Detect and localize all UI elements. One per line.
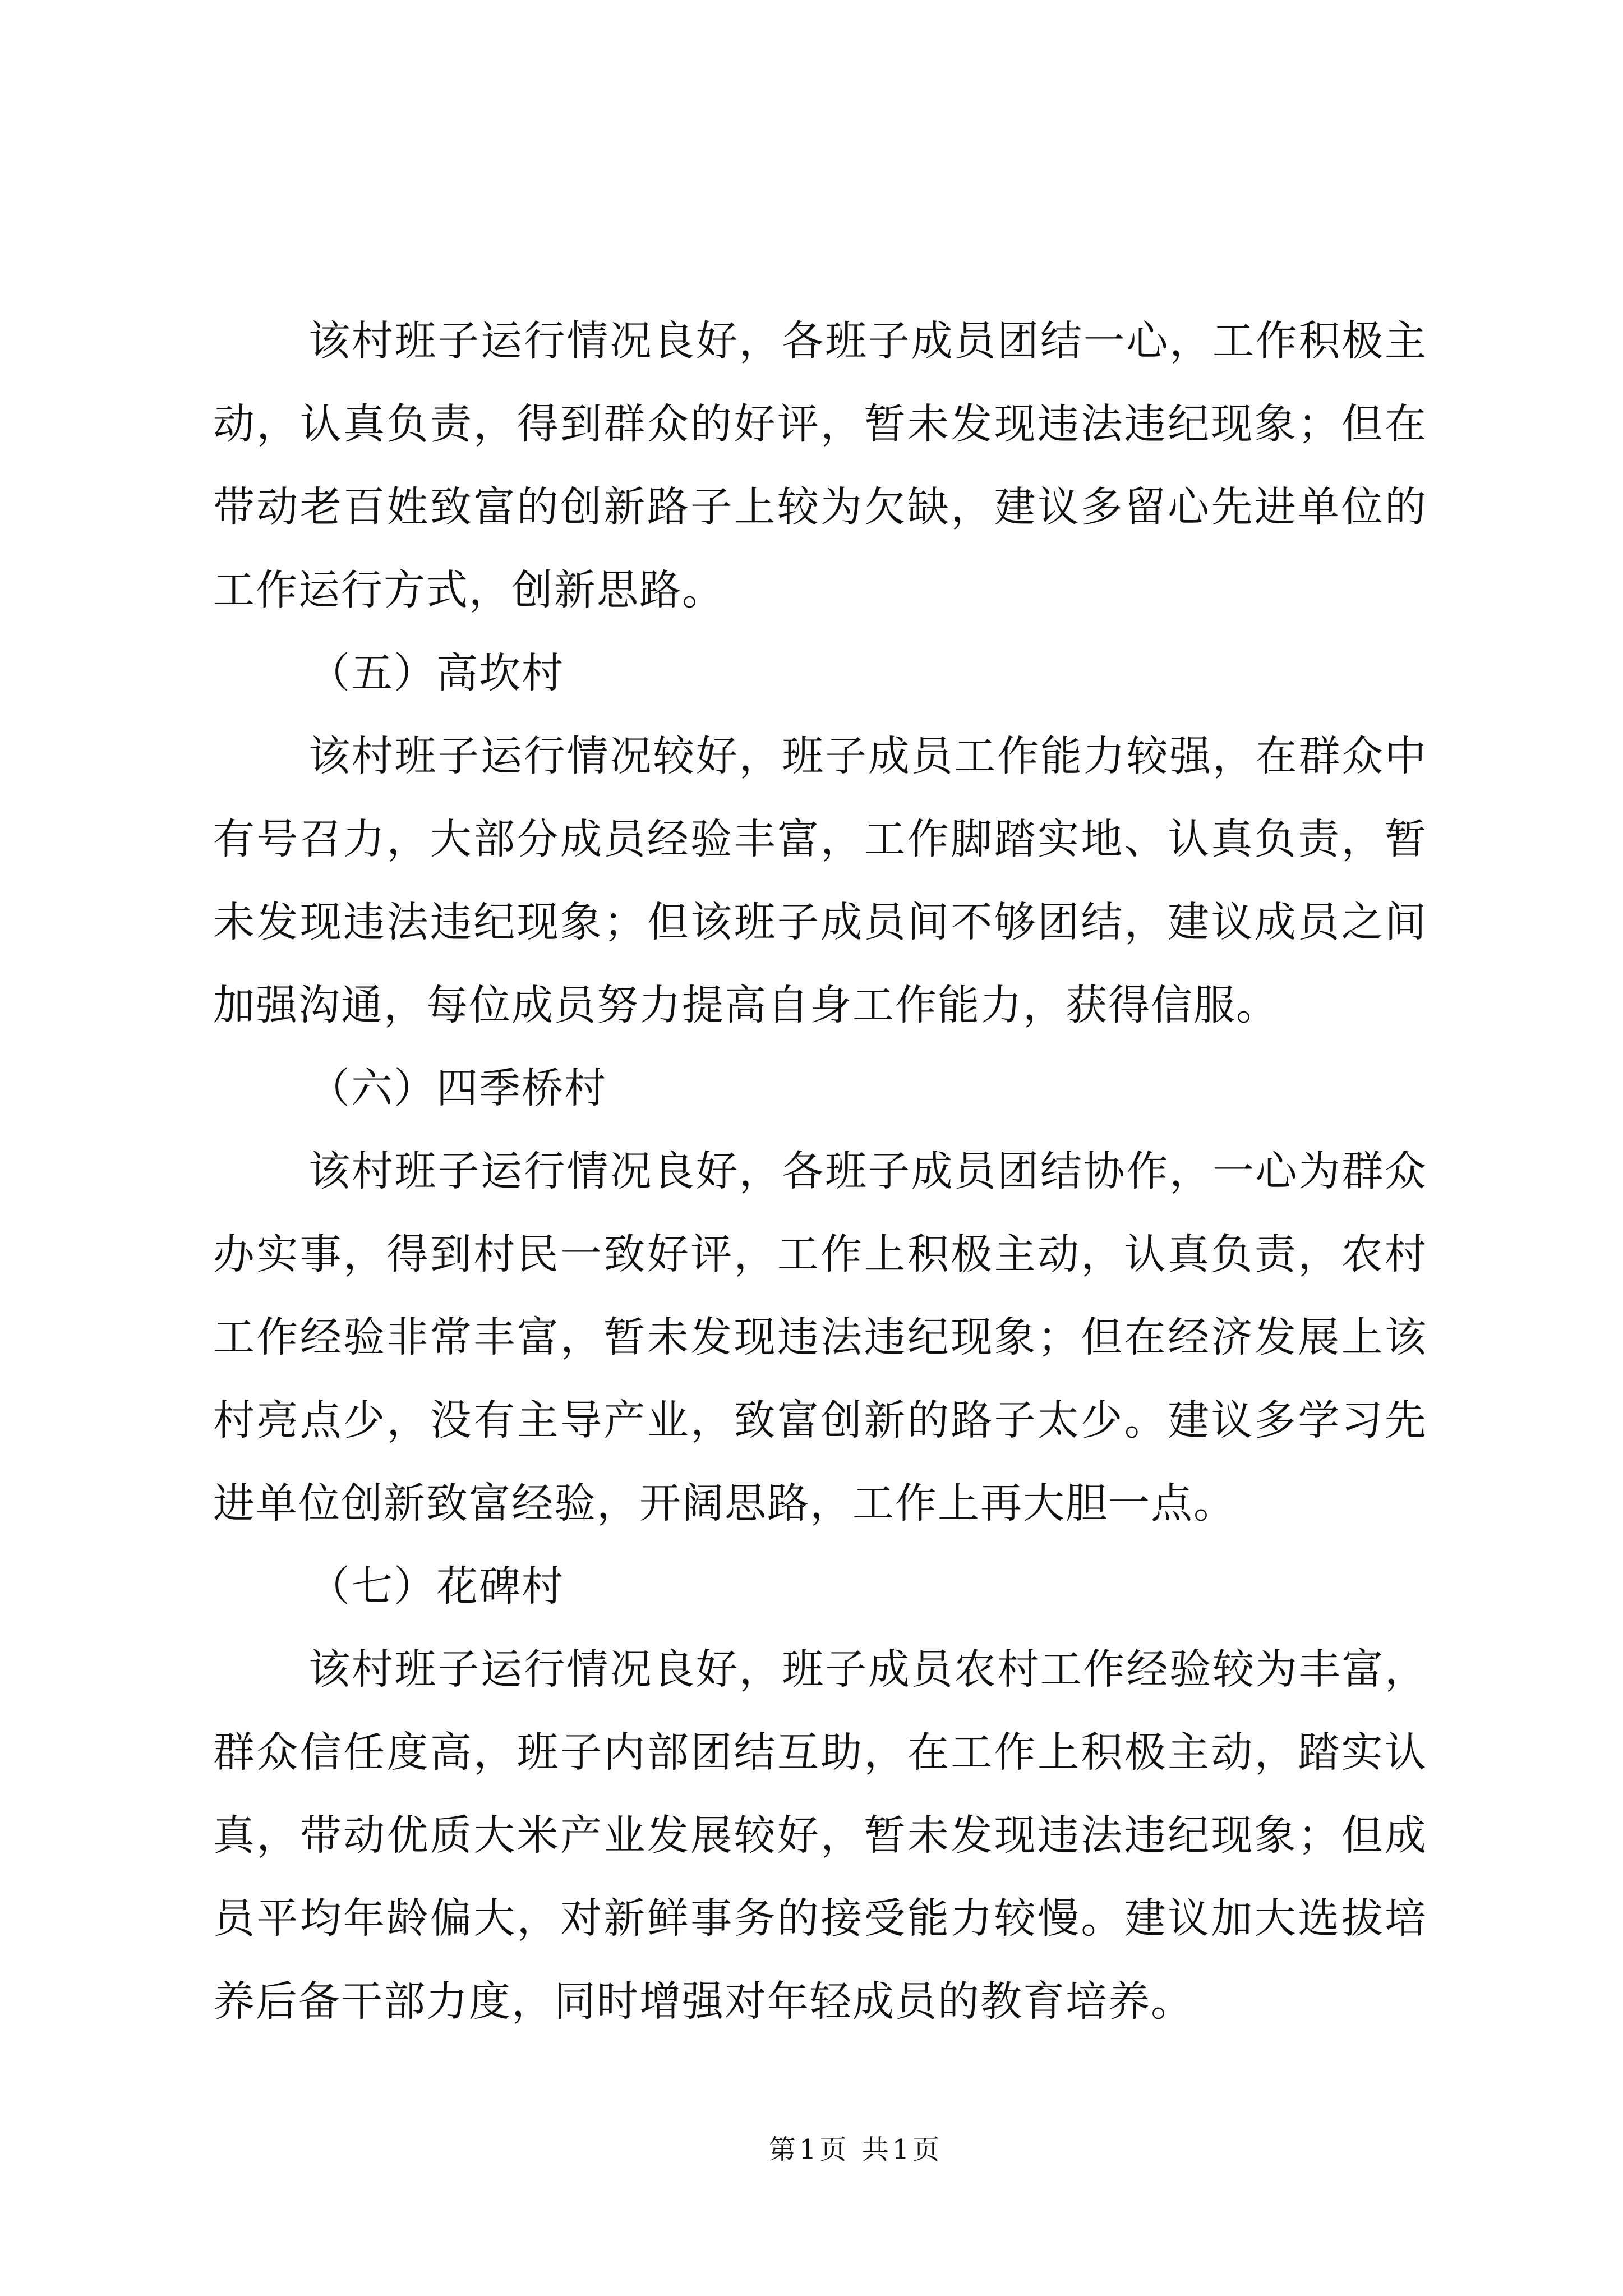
paragraph-line: 员平均年龄偏大，对新鲜事务的接受能力较慢。建议加大选拔培 (213, 1894, 1427, 1943)
paragraph-line: 进单位创新致富经验，开阔思路，工作上再大胆一点。 (213, 1479, 1236, 1527)
page-footer: 第1页 共1页 (768, 2134, 943, 2165)
paragraph-line: 该村班子运行情况良好，班子成员农村工作经验较为丰富， (308, 1645, 1427, 1694)
section-heading: （六）四季桥村 (308, 1064, 607, 1112)
paragraph-line: 该村班子运行情况较好，班子成员工作能力较强，在群众中 (308, 732, 1427, 780)
document-body (213, 300, 1427, 2043)
paragraph-line: 办实事，得到村民一致好评，工作上积极主动，认真负责，农村 (213, 1230, 1427, 1278)
paragraph-line: 真，带动优质大米产业发展较好，暂未发现违法违纪现象；但成 (213, 1811, 1427, 1860)
paragraph-line: 未发现违法违纪现象；但该班子成员间不够团结，建议成员之间 (213, 898, 1427, 946)
paragraph-line: 带动老百姓致富的创新路子上较为欠缺，建议多留心先进单位的 (213, 483, 1427, 531)
paragraph-line: 工作经验非常丰富，暂未发现违法违纪现象；但在经济发展上该 (213, 1313, 1427, 1361)
paragraph-line: 加强沟通，每位成员努力提高自身工作能力，获得信服。 (213, 981, 1279, 1029)
paragraph-line: 村亮点少，没有主导产业，致富创新的路子太少。建议多学习先 (213, 1396, 1427, 1444)
section-heading: （五）高坎村 (308, 649, 564, 697)
paragraph-line: 动，认真负责，得到群众的好评，暂未发现违法违纪现象；但在 (213, 400, 1427, 448)
paragraph (213, 1628, 1427, 2043)
paragraph (213, 300, 1427, 632)
paragraph-line: 工作运行方式，创新思路。 (213, 566, 725, 614)
section-heading: （七）花碑村 (308, 1562, 564, 1611)
paragraph (213, 715, 1427, 1047)
paragraph-line: 养后备干部力度，同时增强对年轻成员的教育培养。 (213, 1977, 1193, 2026)
paragraph-line: 该村班子运行情况良好，各班子成员团结协作，一心为群众 (308, 1147, 1427, 1195)
paragraph-line: 该村班子运行情况良好，各班子成员团结一心，工作积极主 (308, 317, 1427, 365)
paragraph-line: 群众信任度高，班子内部团结互助，在工作上积极主动，踏实认 (213, 1728, 1427, 1777)
paragraph-line: 有号召力，大部分成员经验丰富，工作脚踏实地、认真负责，暂 (213, 815, 1427, 863)
paragraph (213, 1130, 1427, 1545)
